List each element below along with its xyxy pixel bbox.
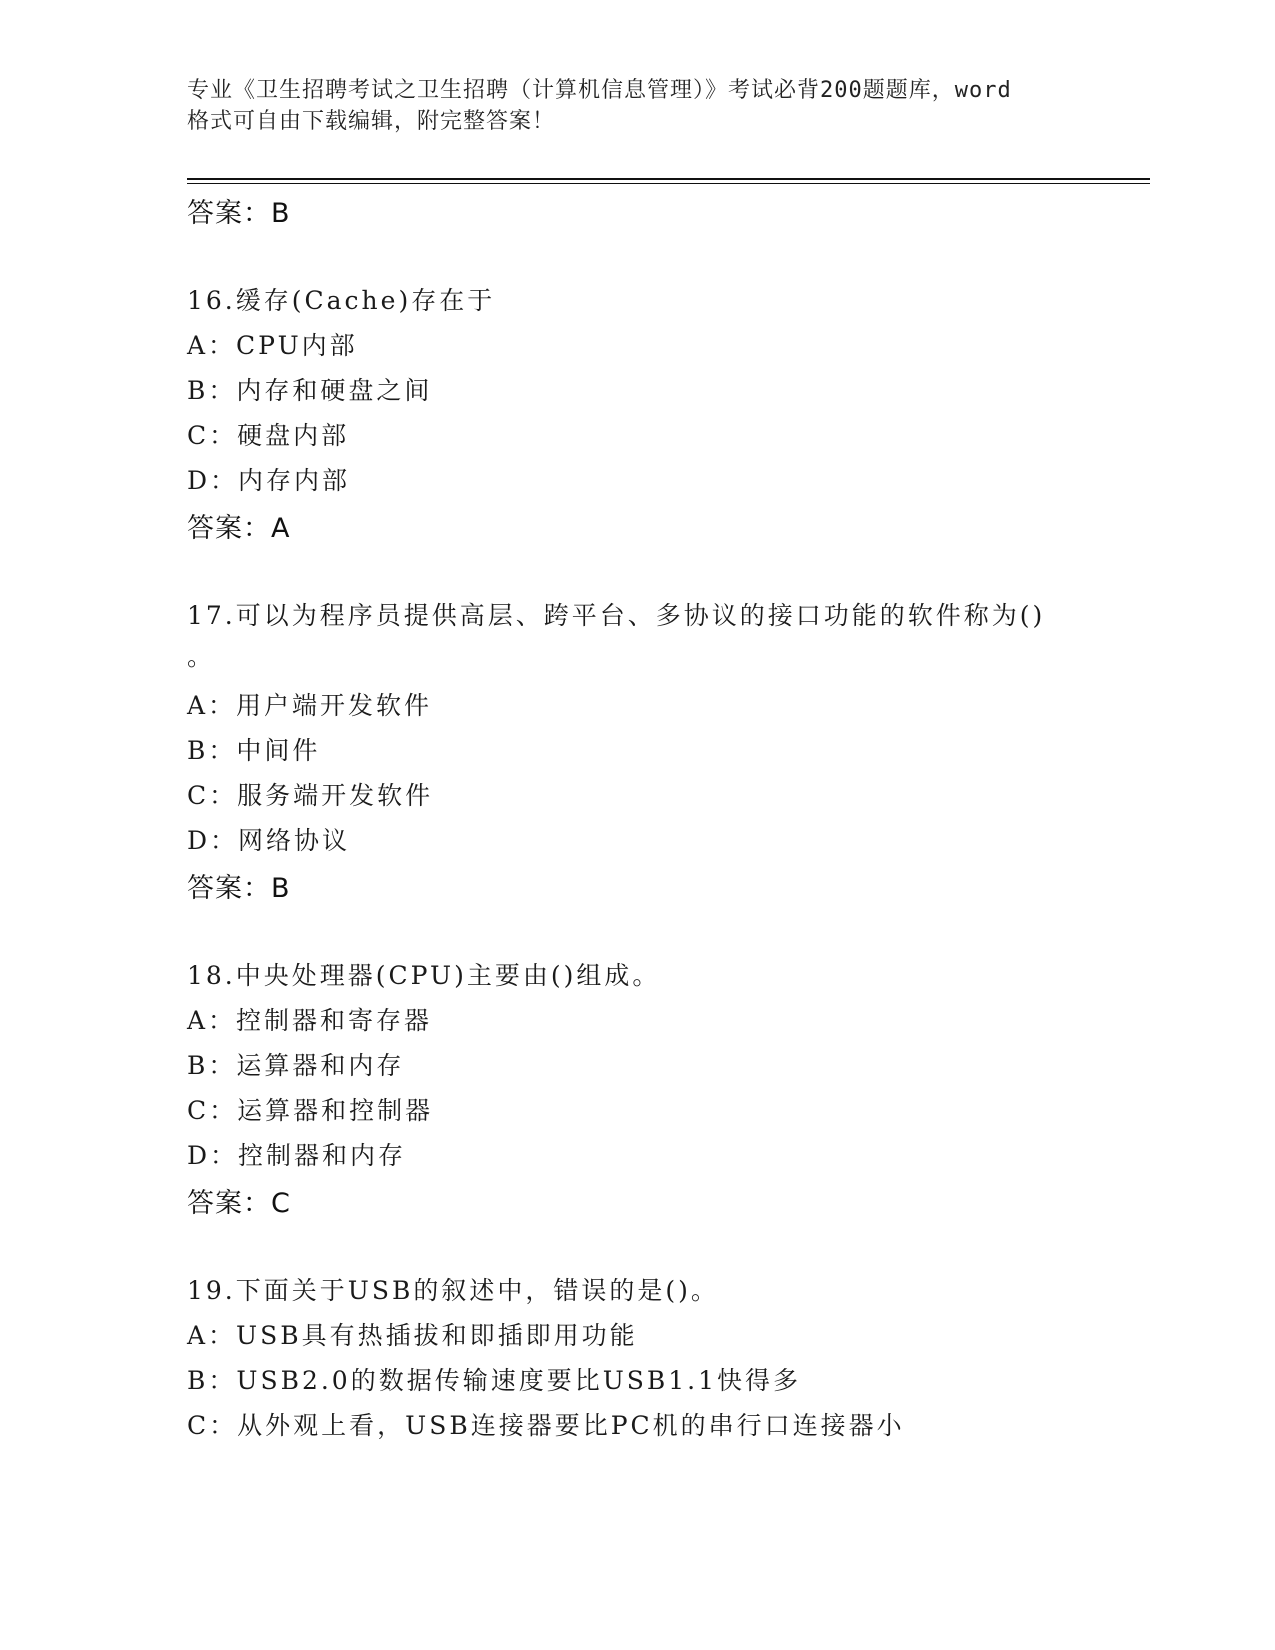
question-16: 16.缓存(Cache)存在于 xyxy=(187,286,496,315)
header-rule-thick xyxy=(187,178,1150,180)
q18-option-a: A：控制器和寄存器 xyxy=(187,1006,433,1035)
answer-15: 答案：B xyxy=(187,198,291,229)
answer-17: 答案：B xyxy=(187,873,291,904)
q19-option-c: C：从外观上看，USB连接器要比PC机的串行口连接器小 xyxy=(187,1411,905,1440)
q18-option-c: C：运算器和控制器 xyxy=(187,1096,434,1125)
q18-option-b: B：运算器和内存 xyxy=(187,1051,405,1080)
answer-18: 答案：C xyxy=(187,1188,291,1219)
header-line-2: 格式可自由下载编辑，附完整答案！ xyxy=(187,109,556,134)
header-line-1: 专业《卫生招聘考试之卫生招聘（计算机信息管理）》考试必背200题题库，word xyxy=(187,78,1012,103)
question-19: 19.下面关于USB的叙述中，错误的是()。 xyxy=(187,1276,719,1305)
document-header xyxy=(187,75,1087,137)
q17-option-a: A：用户端开发软件 xyxy=(187,691,433,720)
q18-option-d: D：控制器和内存 xyxy=(187,1141,407,1170)
q16-option-a: A：CPU内部 xyxy=(187,331,358,360)
header-rule-thin xyxy=(187,183,1150,184)
q17-option-b: B：中间件 xyxy=(187,736,321,765)
q16-option-c: C：硬盘内部 xyxy=(187,421,350,450)
answer-16: 答案：A xyxy=(187,513,291,544)
question-18: 18.中央处理器(CPU)主要由()组成。 xyxy=(187,961,661,990)
q19-option-b: B：USB2.0的数据传输速度要比USB1.1快得多 xyxy=(187,1366,802,1395)
q19-option-a: A：USB具有热插拔和即插即用功能 xyxy=(187,1321,638,1350)
q17-option-c: C：服务端开发软件 xyxy=(187,781,434,810)
q16-option-d: D：内存内部 xyxy=(187,466,351,495)
question-17: 17.可以为程序员提供高层、跨平台、多协议的接口功能的软件称为() xyxy=(187,601,1046,630)
q16-option-b: B：内存和硬盘之间 xyxy=(187,376,433,405)
q17-option-d: D：网络协议 xyxy=(187,826,351,855)
question-17-continuation: 。 xyxy=(187,642,216,671)
